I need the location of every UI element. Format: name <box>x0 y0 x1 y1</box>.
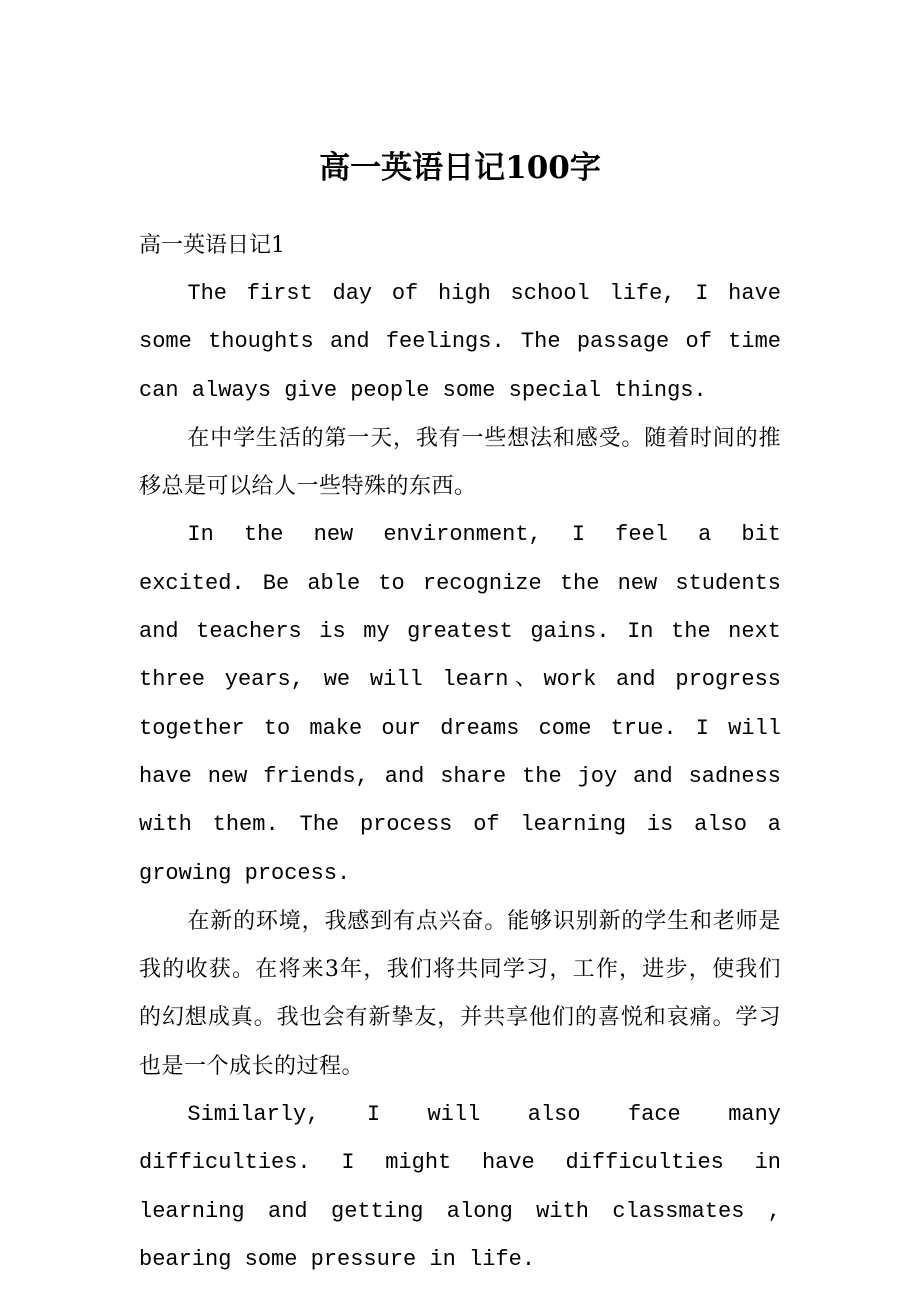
page-title: 高一英语日记100字 <box>319 150 601 186</box>
paragraph-3-english: In the new environment, I feel a bit excited. Be able to recognize the new students and teachers is my greatest gains. In the next three years, we will learn、work and progress together to make our dreams come true. I will have new friends, and share the joy and sadness with them. The process of learning is also a growing process. <box>139 522 781 886</box>
document-body <box>139 222 781 1284</box>
section-heading: 高一英语日记1 <box>139 233 285 258</box>
paragraph-4-chinese: 在新的环境，我感到有点兴奋。能够识别新的学生和老师是我的收获。在将来3年，我们将共同学习，工作，进步，使我们的幻想成真。我也会有新挚友，并共享他们的喜悦和哀痛。学习也是一个成长的过程。 <box>139 908 781 1079</box>
paragraph-2-chinese: 在中学生活的第一天，我有一些想法和感受。随着时间的推移总是可以给人一些特殊的东西。 <box>139 425 781 500</box>
paragraph-5-english: Similarly, I will also face many difficulties. I might have difficulties in learning and getting along with classmates , bearing some pressure in life. <box>139 1102 781 1272</box>
paragraph-1-english: The first day of high school life, I have some thoughts and feelings. The passage of time can always give people some special things. <box>139 281 781 403</box>
